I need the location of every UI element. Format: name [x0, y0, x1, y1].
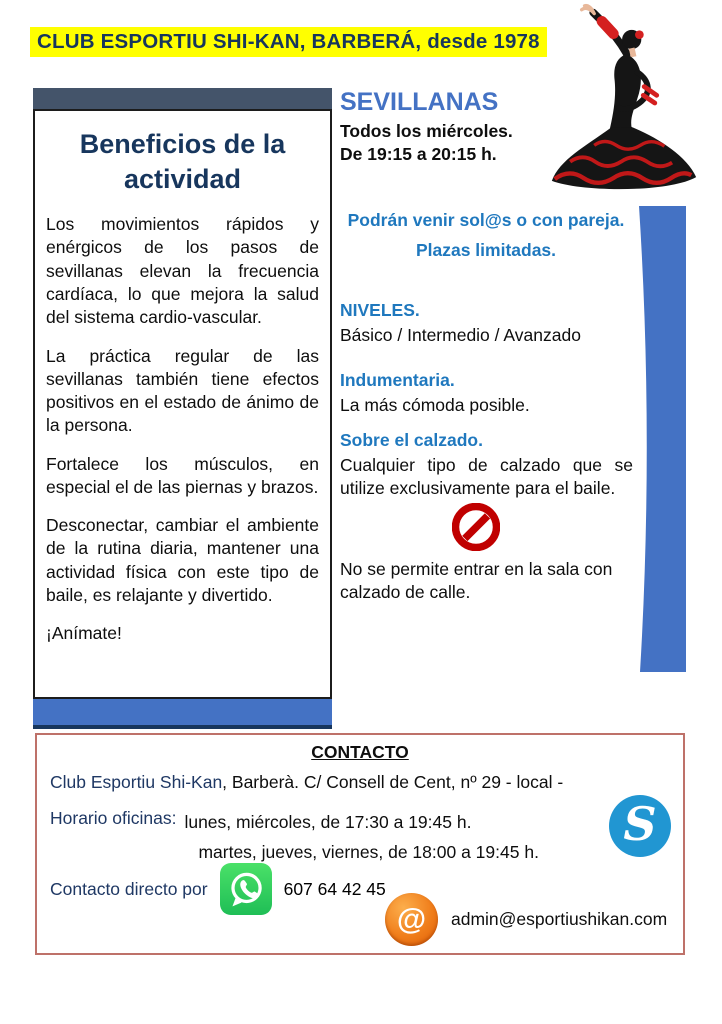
schedule-day: Todos los miércoles.	[340, 121, 513, 141]
blue-ribbon-decoration	[639, 206, 686, 672]
flamenco-dancer-illustration	[540, 2, 708, 204]
benefits-cheer: ¡Anímate!	[46, 623, 122, 644]
contact-address	[50, 772, 563, 793]
club-name: Club Esportiu Shi-Kan	[50, 772, 223, 792]
benefits-paragraph: La práctica regular de las sevillanas también tiene efectos positivos en el estado de ánimo de la persona.	[46, 345, 319, 436]
benefits-paragraph: Fortalece los músculos, en especial el de las piernas y brazos.	[46, 453, 319, 497]
schedule-time: De 19:15 a 20:15 h.	[340, 144, 497, 165]
direct-contact-row	[50, 863, 386, 915]
no-entry-icon	[452, 503, 500, 551]
benefits-paragraph: Los movimientos rápidos y enérgicos de los pasos de sevillanas elevan la frecuencia cardíaca, lo que mejora la salud del sistema cardio-vascular.	[46, 214, 319, 328]
contact-heading: CONTACTO	[311, 742, 409, 762]
logo-letter: S	[623, 797, 657, 851]
benefits-panel-bottom-bar	[33, 699, 332, 729]
benefits-heading: Beneficios de la actividad	[79, 129, 286, 195]
activity-schedule	[340, 120, 513, 166]
office-hours-line2: martes, jueves, viernes, de 18:00 a 19:45 h.	[198, 841, 539, 862]
benefits-panel-top-bar	[33, 88, 332, 109]
benefits-box	[33, 109, 332, 699]
page-title: CLUB ESPORTIU SHI-KAN, BARBERÁ, desde 1978	[30, 27, 547, 57]
benefits-panel	[33, 88, 332, 729]
benefits-paragraph: Desconectar, cambiar el ambiente de la rutina diaria, mantener una actividad física con este tipo de baile, es relajante y divertido.	[46, 515, 319, 605]
dresscode-value: La más cómoda posible.	[340, 395, 530, 415]
phone-number: 607 64 42 45	[283, 878, 386, 899]
office-hours	[50, 808, 539, 868]
office-hours-label: Horario oficinas:	[50, 808, 177, 828]
enrollment-notice	[340, 208, 632, 264]
contact-box	[35, 733, 685, 955]
activity-title: SEVILLANAS	[340, 88, 499, 116]
email-address: admin@esportiushikan.com	[451, 909, 668, 929]
at-glyph: @	[396, 902, 427, 936]
whatsapp-icon	[220, 863, 272, 915]
levels-heading: NIVELES.	[340, 300, 420, 320]
address-text: , Barberà. C/ Consell de Cent, nº 29 - local -	[222, 772, 564, 792]
footwear-heading: Sobre el calzado.	[340, 430, 483, 450]
dresscode-heading: Indumentaria.	[340, 370, 455, 390]
notice-limited-places: Plazas limitadas.	[415, 240, 557, 261]
office-hours-line1: lunes, miércoles, de 17:30 a 19:45 h.	[184, 812, 472, 832]
levels-value: Básico / Intermedio / Avanzado	[340, 325, 581, 345]
footwear-value: Cualquier tipo de calzado que se utilize exclusivamente para el baile.	[340, 455, 633, 499]
email-at-icon	[385, 893, 438, 946]
email-row	[385, 893, 667, 946]
notice-couples: Podrán venir sol@s o con pareja.	[347, 210, 625, 230]
club-logo-icon	[609, 795, 671, 857]
office-hours-lines	[184, 808, 538, 868]
direct-contact-label: Contacto directo por	[50, 878, 208, 899]
footwear-warning: No se permite entrar en la sala con calzado de calle.	[340, 559, 613, 603]
